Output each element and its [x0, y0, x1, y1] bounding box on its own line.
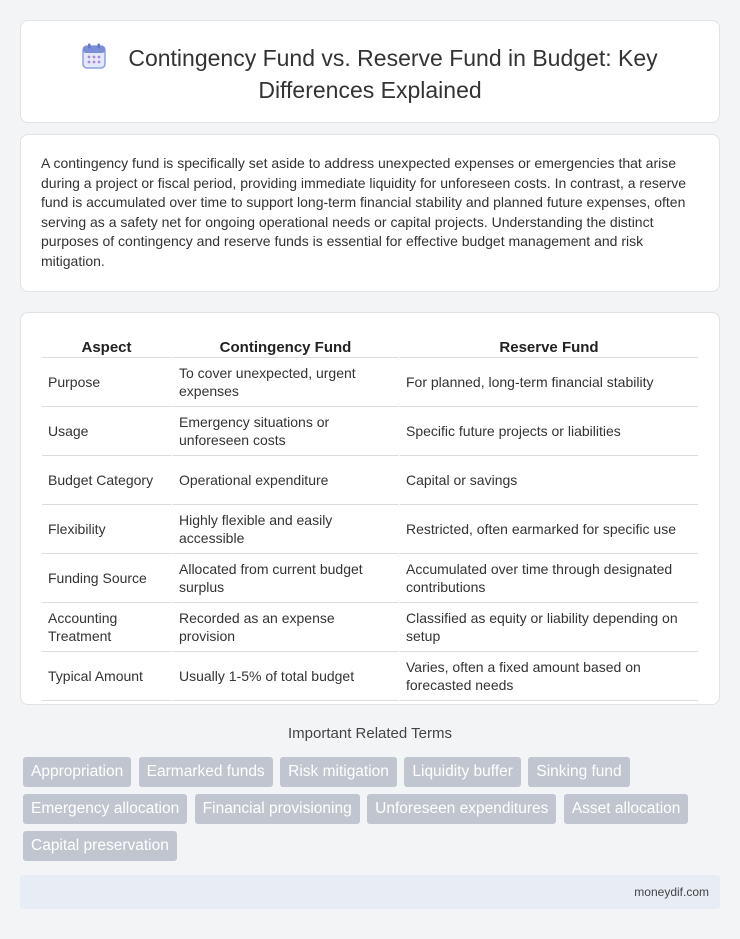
table-row: [42, 456, 698, 505]
table-cell-aspect: Purpose: [42, 358, 173, 407]
table-cell-aspect: Accounting Treatment: [42, 603, 173, 652]
tag-unforeseen-expenditures[interactable]: Unforeseen expenditures: [367, 794, 556, 824]
tag-earmarked-funds[interactable]: Earmarked funds: [139, 757, 273, 787]
table-cell-reserve: Specific future projects or liabilities: [400, 407, 698, 456]
tag-liquidity-buffer[interactable]: Liquidity buffer: [404, 757, 521, 787]
table-row: [42, 358, 698, 407]
table-row: [42, 603, 698, 652]
footer-site-link[interactable]: moneydif.com: [634, 885, 709, 899]
header-reserve-fund: Reserve Fund: [400, 333, 698, 358]
tag-risk-mitigation[interactable]: Risk mitigation: [280, 757, 397, 787]
table-cell-reserve: Restricted, often earmarked for specific use: [400, 505, 698, 554]
table-cell-contingency: Emergency situations or unforeseen costs: [173, 407, 400, 456]
table-cell-reserve: Classified as equity or liability depending on setup: [400, 603, 698, 652]
tag-emergency-allocation[interactable]: Emergency allocation: [23, 794, 187, 824]
table-cell-contingency: To cover unexpected, urgent expenses: [173, 358, 400, 407]
related-terms-tags: [23, 757, 723, 868]
table-row: [42, 407, 698, 456]
tag-appropriation[interactable]: Appropriation: [23, 757, 131, 787]
header-contingency-fund: Contingency Fund: [173, 333, 400, 358]
tag-asset-allocation[interactable]: Asset allocation: [564, 794, 689, 824]
table-cell-reserve: Varies, often a fixed amount based on forecasted needs: [400, 652, 698, 701]
tag-sinking-fund[interactable]: Sinking fund: [528, 757, 629, 787]
table-row: [42, 554, 698, 603]
page-title: Contingency Fund vs. Reserve Fund in Budget: Key Differences Explained: [128, 45, 658, 103]
table-cell-reserve: For planned, long-term financial stability: [400, 358, 698, 407]
header-aspect: Aspect: [42, 333, 173, 358]
table-row: [42, 652, 698, 701]
table-cell-contingency: Highly flexible and easily accessible: [173, 505, 400, 554]
table-cell-contingency: Recorded as an expense provision: [173, 603, 400, 652]
table-header-row: [42, 333, 698, 358]
tag-financial-provisioning[interactable]: Financial provisioning: [195, 794, 360, 824]
related-terms-title: Important Related Terms: [288, 725, 452, 742]
table-cell-aspect: Funding Source: [42, 554, 173, 603]
table-cell-contingency: Allocated from current budget surplus: [173, 554, 400, 603]
comparison-card: [20, 312, 720, 705]
title-card: [20, 20, 720, 123]
intro-paragraph: A contingency fund is specifically set aside to address unexpected expenses or emergencies that arise during a project or fiscal period, providing immediate liquidity for unforeseen costs. In contrast, a reserve fund is accumulated over time to support long-term financial stability and planned future expenses, often serving as a safety net for ongoing operational needs or capital projects. Understanding the distinct purposes of contingency and reserve funds is essential for effective budget management and risk mitigation.: [41, 155, 687, 269]
table-cell-aspect: Flexibility: [42, 505, 173, 554]
table-row: [42, 505, 698, 554]
table-cell-contingency: Usually 1-5% of total budget: [173, 652, 400, 701]
table-cell-aspect: Typical Amount: [42, 652, 173, 701]
table-cell-reserve: Accumulated over time through designated contributions: [400, 554, 698, 603]
tag-capital-preservation[interactable]: Capital preservation: [23, 831, 177, 861]
comparison-table: [42, 333, 698, 701]
table-cell-reserve: Capital or savings: [400, 456, 698, 505]
table-cell-aspect: Budget Category: [42, 456, 173, 505]
table-cell-aspect: Usage: [42, 407, 173, 456]
intro-card: [20, 134, 720, 292]
calendar-icon: [82, 43, 106, 76]
table-cell-contingency: Operational expenditure: [173, 456, 400, 505]
footer: [20, 875, 720, 909]
